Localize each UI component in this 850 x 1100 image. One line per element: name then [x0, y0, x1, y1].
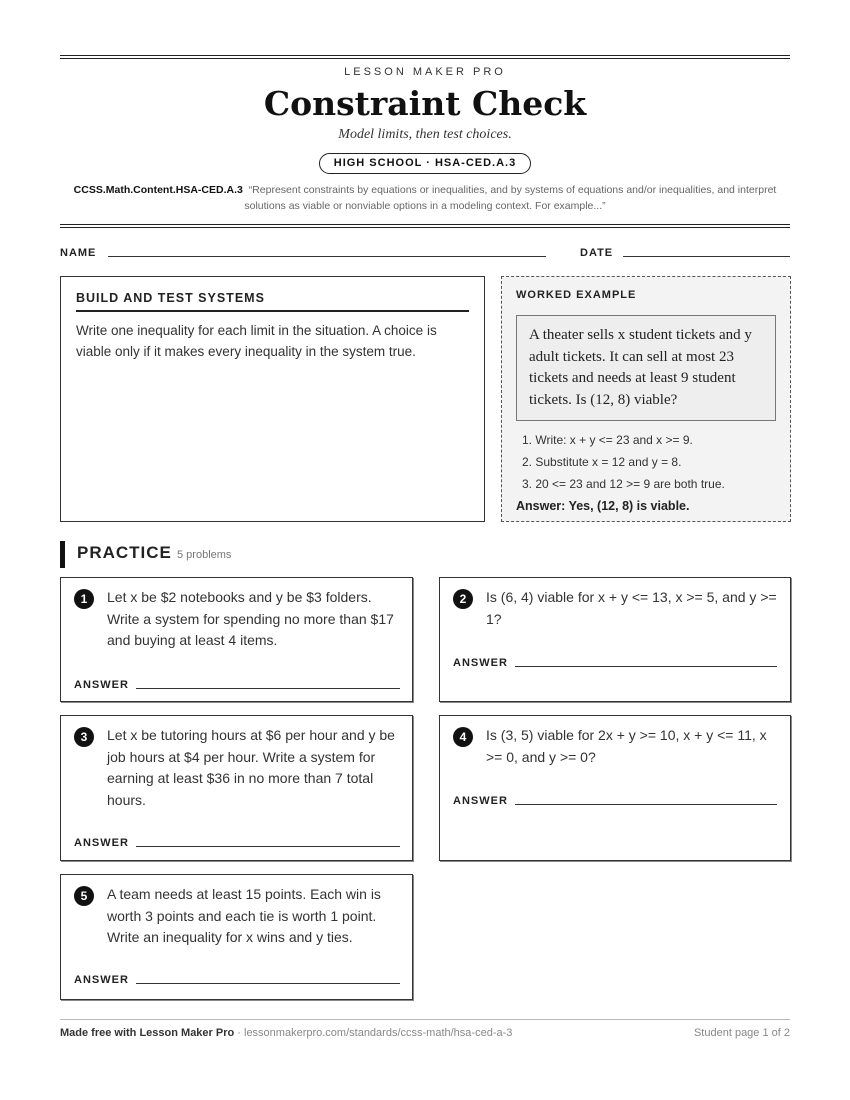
worked-step: 2. Substitute x = 12 and y = 8.	[522, 455, 682, 469]
problem-number-badge: 5	[74, 886, 94, 906]
problem-card-3	[60, 715, 413, 861]
worked-step: 3. 20 <= 23 and 12 >= 9 are both true.	[522, 477, 725, 491]
problem-number-badge: 4	[453, 727, 473, 747]
answer-field[interactable]	[136, 846, 400, 847]
worked-example-steps	[516, 429, 776, 495]
answer-field[interactable]	[515, 804, 777, 805]
footer-rule	[60, 1019, 790, 1020]
practice-count: 5 problems	[177, 549, 232, 561]
answer-field[interactable]	[136, 983, 400, 984]
answer-label: ANSWER	[74, 679, 129, 691]
footer-url[interactable]: · lessonmakerpro.com/standards/ccss-math/hsa-ced-a-3	[234, 1027, 513, 1039]
problem-text: Is (6, 4) viable for x + y <= 13, x >= 5, and y >= 1?	[486, 589, 777, 627]
worked-example-problem: A theater sells x student tickets and y adult tickets. It can sell at most 23 tickets and needs at least 9 student tickets. Is (12, 8) viable?	[516, 315, 776, 421]
page-title: Constraint Check	[263, 84, 587, 123]
build-section	[60, 276, 485, 522]
worked-example-answer: Answer: Yes, (12, 8) is viable.	[516, 499, 690, 513]
footer-made-with: Made free with Lesson Maker Pro	[60, 1027, 235, 1039]
problem-card-2	[439, 577, 791, 702]
problem-text: Let x be $2 notebooks and y be $3 folders. Write a system for spending no more than $17 and buying at least 4 items.	[107, 589, 394, 648]
practice-accent-bar	[60, 541, 65, 568]
answer-label: ANSWER	[74, 974, 129, 986]
date-label: DATE	[580, 247, 614, 259]
problem-number-badge: 3	[74, 727, 94, 747]
header-top-rule	[60, 55, 790, 59]
footer-page-number: Student page 1 of 2	[693, 1027, 790, 1039]
standard-text: “Represent constraints by equations or inequalities, and by systems of equations and/or inequalities, and interpret solutions as viable or nonviable options in a modeling context. For example...”	[244, 184, 777, 212]
brand-name: LESSON MAKER PRO	[344, 66, 506, 78]
date-field[interactable]	[623, 256, 790, 257]
header-bottom-rule	[60, 224, 790, 228]
name-label: NAME	[60, 247, 97, 259]
standard-code: CCSS.Math.Content.HSA-CED.A.3	[73, 184, 243, 196]
worked-step: 1. Write: x + y <= 23 and x >= 9.	[522, 433, 693, 447]
problem-text: Let x be tutoring hours at $6 per hour and y be job hours at $4 per hour. Write a system for earning at least $36 in no more than 7 total hours.	[107, 727, 395, 808]
answer-label: ANSWER	[74, 837, 129, 849]
level-pill: HIGH SCHOOL · HSA-CED.A.3	[319, 153, 531, 174]
answer-label: ANSWER	[453, 657, 508, 669]
problem-text: A team needs at least 15 points. Each win is worth 3 points and each tie is worth 1 point. Write an inequality for x wins and y ties.	[107, 886, 381, 945]
page-subtitle: Model limits, then test choices.	[338, 127, 512, 142]
problem-card-1	[60, 577, 413, 702]
answer-field[interactable]	[515, 666, 777, 667]
build-title: BUILD AND TEST SYSTEMS	[76, 291, 469, 312]
standard-description	[60, 182, 790, 214]
build-instructions: Write one inequality for each limit in the situation. A choice is viable only if it makes every inequality in the system true.	[76, 323, 437, 359]
name-field[interactable]	[108, 256, 546, 257]
level-pill-wrap	[60, 153, 790, 174]
problem-number-badge: 2	[453, 589, 473, 609]
answer-label: ANSWER	[453, 795, 508, 807]
worked-example	[501, 276, 791, 522]
footer-credit	[60, 1027, 512, 1039]
practice-title: PRACTICE	[77, 543, 172, 562]
problem-card-5	[60, 874, 413, 1000]
problem-text: Is (3, 5) viable for 2x + y >= 10, x + y <= 11, x >= 0, and y >= 0?	[486, 727, 767, 765]
problem-card-4	[439, 715, 791, 861]
worked-example-title: WORKED EXAMPLE	[516, 289, 637, 301]
answer-field[interactable]	[136, 688, 400, 689]
problem-number-badge: 1	[74, 589, 94, 609]
